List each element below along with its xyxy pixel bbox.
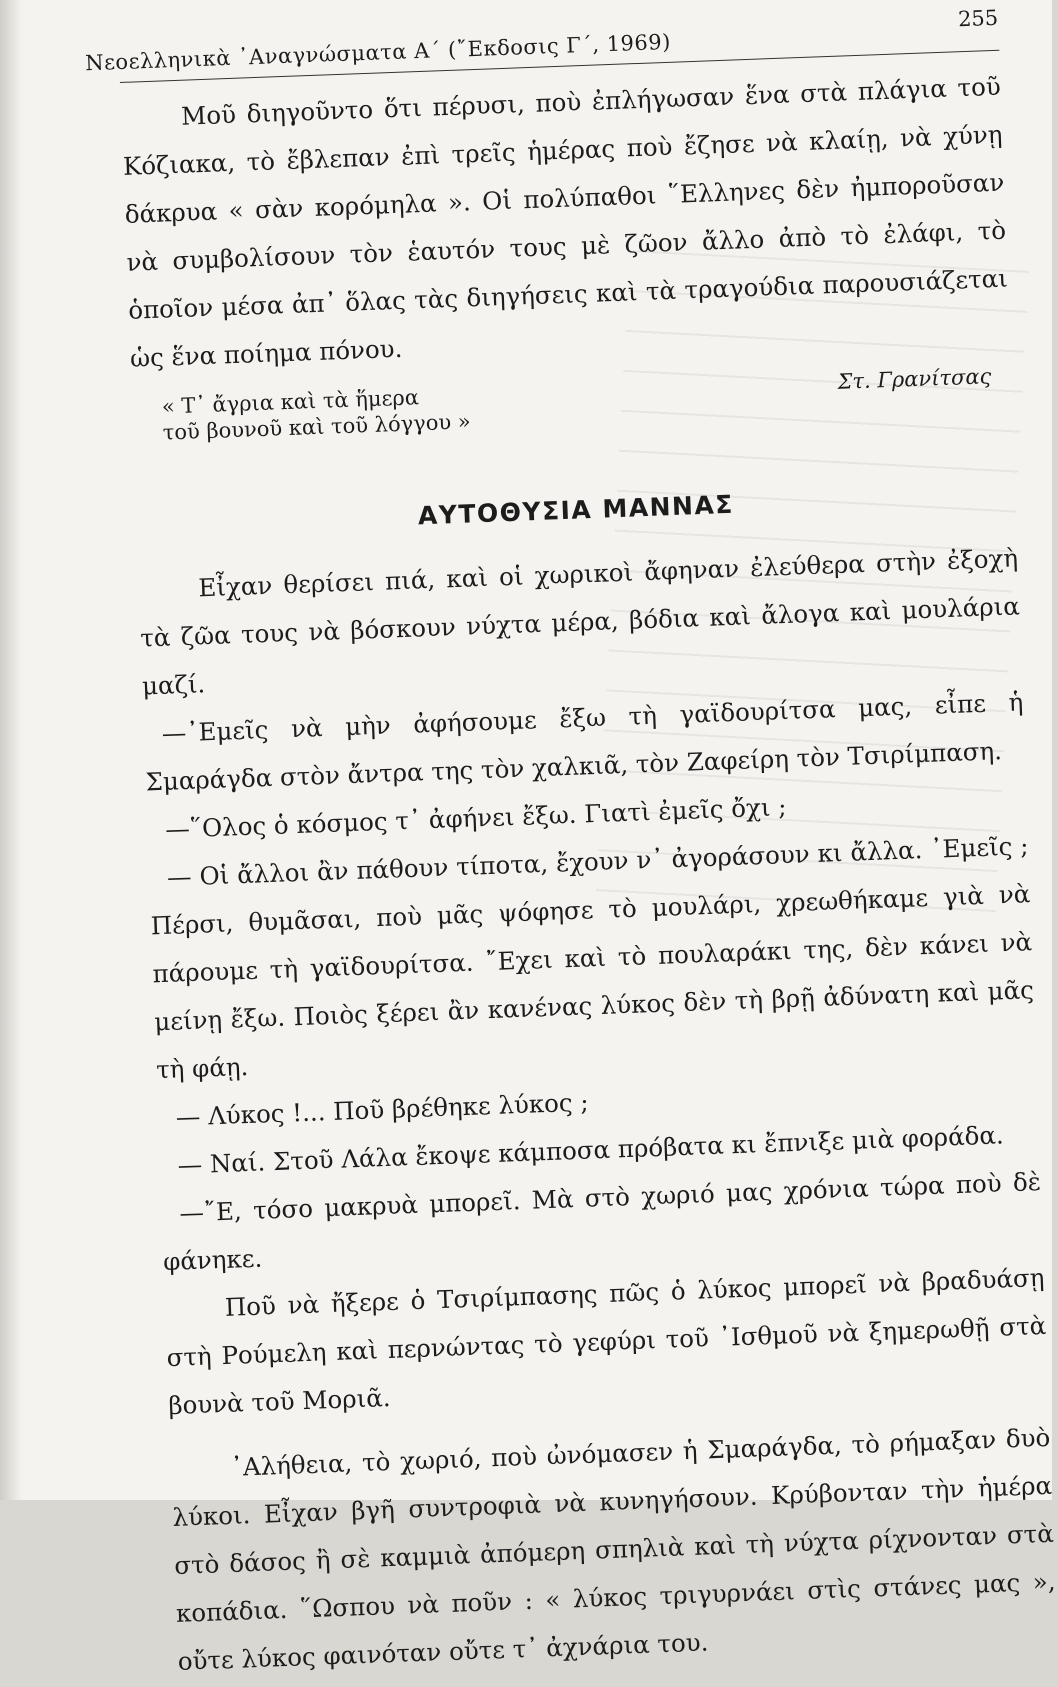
story-paragraph: Εἶχαν θερίσει πιά, καὶ οἱ χωρικοὶ ἄφηναν ἐλεύθερα στὴν ἐξοχὴ τὰ ζῶα τους νὰ βόσκουν νύχτα μέρα, βόδια καὶ ἄλογα καὶ μουλάρια μαζί. [139,543,1021,701]
intro-paragraph: Μοῦ διηγοῦντο ὅτι πέρυσι, ποὺ ἐπλήγωσαν ἕνα στὰ πλάγια τοῦ Κόζιακα, τὸ ἔβλεπαν ἐπὶ τρεῖς ἡμέρας ποὺ ἔζησε νὰ κλαίῃ, νὰ χύνῃ δάκρυα « σὰν κορόμηλα ». Οἱ πολύπαθοι ῞Ελληνες δὲν ἠμποροῦσαν νὰ συμβολίσουν τὸν ἑαυτόν τους μὲ ζῶον ἄλλο ἀπὸ τὸ ἐλάφι, τὸ ὁποῖον μέσα ἀπ᾿ ὅλας τὰς διηγήσεις καὶ τὰ τραγούδια παρουσιάζεται ὡς ἕνα ποίημα πόνου. [122,71,1009,373]
dialogue-line: —῎Ε, τόσο μακρυὰ μπορεῖ. Μὰ στὸ χωριό μας χρόνια τώρα ποὺ δὲ φάνηκε. [162,1166,1042,1277]
story-paragraph: Ποῦ νὰ ἤξερε ὁ Τσιρίμπασης πῶς ὁ λύκος μπορεῖ νὰ βραδυάσῃ στὴ Ρούμελη καὶ περνώντας τὸ γεφύρι τοῦ ᾿Ισθμοῦ νὰ ξημερωθῇ στὰ βουνὰ τοῦ Μοριᾶ. [166,1262,1047,1421]
dialogue-line: — Ναί. Στοῦ Λάλα ἔκοψε κάμποσα πρόβατα κι ἔπνιξε μιὰ φοράδα. [177,1120,1005,1180]
epigraph-quote [161,382,471,445]
epigraph-line: « Τ᾿ ἄγρια καὶ τὰ ἥμερα [161,385,420,419]
dialogue-line: —᾿Εμεῖς νὰ μὴν ἀφήσουμε ἔξω τὴ γαϊδουρίτσα μας, εἶπε ἡ Σμαράγδα στὸν ἄντρα της τὸν χαλκιᾶ, τὸν Ζαφείρη τὸν Τσιρίμπαση. [145,687,1024,797]
story-title: ΑΥΤΟΘΥΣΙΑ ΜΑΝΝΑΣ [417,489,735,531]
story-paragraph: ᾿Αλήθεια, τὸ χωριό, ποὺ ὠνόμασεν ἡ Σμαράγδα, τὸ ρήμαξαν δυὸ λύκοι. Εἶχαν βγῆ συντροφιὰ νὰ κυνηγήσουν. Κρύβονταν τὴν ἡμέρα στὸ δάσος ἢ σὲ καμμιὰ ἀπόμερη σπηλιὰ καὶ τὴ νύχτα ρίχνονταν στὰ κοπάδια. ῞Ωσπου νὰ ποῦν : « λύκος τριγυρνάει στὶς στάνες μας », οὔτε λύκος φαινόταν οὔτε τ᾿ ἀχνάρια του. [172,1422,1057,1676]
page-number: 255 [957,5,999,32]
dialogue-line: — Οἱ ἄλλοι ἂν πάθουν τίποτα, ἔχουν ν᾿ ἀγοράσουν κι ἄλλα. ᾿Εμεῖς ; Πέρσι, θυμᾶσαι, ποὺ μᾶς ψόφησε τὸ μουλάρι, χρεωθήκαμε γιὰ νὰ πάρουμε τὴ γαϊδουρίτσα. ῎Εχει καὶ τὸ πουλαράκι της, δὲν κάνει νὰ μείνῃ ἔξω. Ποιὸς ξέρει ἂν κανένας λύκος δὲν τὴ βρῇ ἀδύνατη καὶ μᾶς τὴ φάῃ. [150,831,1035,1085]
epigraph-line: τοῦ βουνοῦ καὶ τοῦ λόγγου » [162,409,472,445]
text-block [84,0,1058,1686]
body-text [120,63,1058,1686]
dialogue-line: — Λύκος !... Ποῦ βρέθηκε λύκος ; [175,1087,590,1132]
binding-shadow [0,0,22,1500]
epigraph-author: Στ. Γρανίτσας [837,364,992,394]
running-head: Νεοελληνικὰ ᾿Αναγνώσματα Α΄ (῎Εκδοσις Γ΄, 1969) [84,29,672,76]
dialogue-line: —῞Ολος ὁ κόσμος τ᾿ ἀφήνει ἔξω. Γιατὶ ἐμεῖς ὄχι ; [164,792,787,844]
